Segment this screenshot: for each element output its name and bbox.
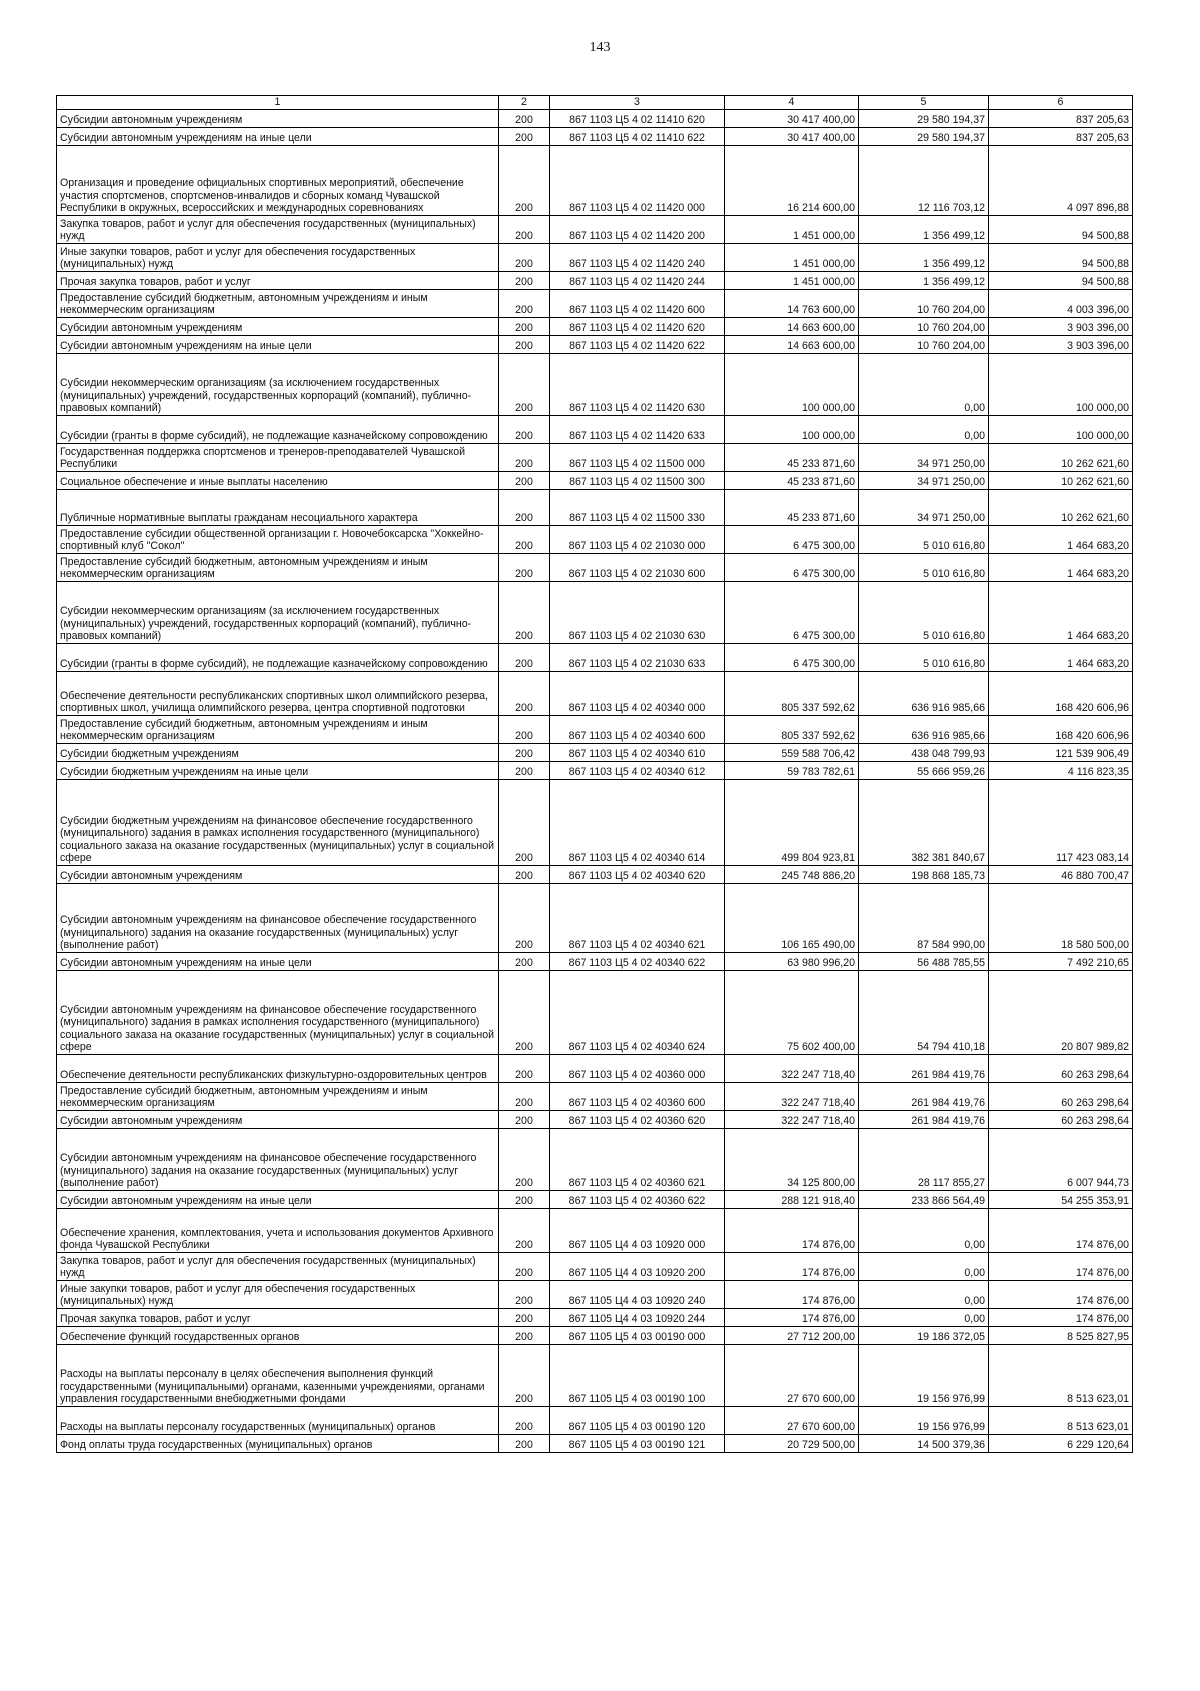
row-name: Субсидии (гранты в форме субсидий), не подлежащие казначейскому сопровождению bbox=[57, 416, 499, 444]
row-budget-code: 867 1103 Ц5 4 02 11420 600 bbox=[550, 290, 725, 318]
table-row bbox=[57, 866, 1133, 884]
table-row bbox=[57, 762, 1133, 780]
row-executed-amount: 12 116 703,12 bbox=[859, 146, 989, 216]
row-approved-amount: 14 763 600,00 bbox=[725, 290, 859, 318]
page-number: 143 bbox=[589, 40, 611, 55]
row-budget-code: 867 1103 Ц5 4 02 40340 621 bbox=[550, 884, 725, 953]
row-name: Субсидии (гранты в форме субсидий), не подлежащие казначейскому сопровождению bbox=[57, 644, 499, 672]
row-name: Предоставление субсидий бюджетным, автономным учреждениям и иным некоммерческим организациям bbox=[57, 554, 499, 582]
table-row bbox=[57, 216, 1133, 244]
row-approved-amount: 805 337 592,62 bbox=[725, 716, 859, 744]
table-row bbox=[57, 716, 1133, 744]
row-executed-amount: 1 356 499,12 bbox=[859, 244, 989, 272]
budget-execution-table bbox=[56, 95, 1133, 1453]
table-row bbox=[57, 1345, 1133, 1407]
column-header: 3 bbox=[550, 96, 725, 110]
row-budget-code: 867 1103 Ц5 4 02 40360 600 bbox=[550, 1083, 725, 1111]
row-executed-amount: 438 048 799,93 bbox=[859, 744, 989, 762]
row-name: Обеспечение деятельности республиканских физкультурно-оздоровительных центров bbox=[57, 1055, 499, 1083]
row-unexecuted-amount: 60 263 298,64 bbox=[989, 1083, 1133, 1111]
table-row bbox=[57, 146, 1133, 216]
row-approved-amount: 1 451 000,00 bbox=[725, 244, 859, 272]
row-name: Субсидии автономным учреждениям bbox=[57, 110, 499, 128]
row-approved-amount: 34 125 800,00 bbox=[725, 1129, 859, 1191]
row-unexecuted-amount: 8 525 827,95 bbox=[989, 1327, 1133, 1345]
row-budget-code: 867 1103 Ц5 4 02 40360 620 bbox=[550, 1111, 725, 1129]
row-executed-amount: 87 584 990,00 bbox=[859, 884, 989, 953]
row-admin-code: 200 bbox=[499, 780, 550, 866]
table-row bbox=[57, 1281, 1133, 1309]
row-approved-amount: 30 417 400,00 bbox=[725, 110, 859, 128]
row-unexecuted-amount: 3 903 396,00 bbox=[989, 318, 1133, 336]
row-unexecuted-amount: 1 464 683,20 bbox=[989, 644, 1133, 672]
column-header: 6 bbox=[989, 96, 1133, 110]
row-executed-amount: 5 010 616,80 bbox=[859, 526, 989, 554]
row-name: Обеспечение функций государственных органов bbox=[57, 1327, 499, 1345]
row-admin-code: 200 bbox=[499, 866, 550, 884]
table-row bbox=[57, 744, 1133, 762]
column-number-row bbox=[57, 96, 1133, 110]
row-name: Предоставление субсидий бюджетным, автономным учреждениям и иным некоммерческим организациям bbox=[57, 1083, 499, 1111]
row-admin-code: 200 bbox=[499, 526, 550, 554]
row-executed-amount: 1 356 499,12 bbox=[859, 216, 989, 244]
row-budget-code: 867 1103 Ц5 4 02 40360 621 bbox=[550, 1129, 725, 1191]
table-row bbox=[57, 290, 1133, 318]
row-name: Субсидии бюджетным учреждениям на иные цели bbox=[57, 762, 499, 780]
row-admin-code: 200 bbox=[499, 1327, 550, 1345]
row-executed-amount: 54 794 410,18 bbox=[859, 971, 989, 1055]
row-unexecuted-amount: 837 205,63 bbox=[989, 128, 1133, 146]
column-header: 4 bbox=[725, 96, 859, 110]
row-unexecuted-amount: 18 580 500,00 bbox=[989, 884, 1133, 953]
row-name: Субсидии бюджетным учреждениям на финансовое обеспечение государственного (муниципального) задания в рамках исполнения государственного (муниципального) социального заказа на оказание государственных (муниципальных) услуг в социальной сфере bbox=[57, 780, 499, 866]
row-name: Расходы на выплаты персоналу государственных (муниципальных) органов bbox=[57, 1407, 499, 1435]
table-row bbox=[57, 554, 1133, 582]
row-budget-code: 867 1105 Ц5 4 03 00190 120 bbox=[550, 1407, 725, 1435]
row-unexecuted-amount: 60 263 298,64 bbox=[989, 1055, 1133, 1083]
row-approved-amount: 27 670 600,00 bbox=[725, 1345, 859, 1407]
row-executed-amount: 261 984 419,76 bbox=[859, 1055, 989, 1083]
row-name: Прочая закупка товаров, работ и услуг bbox=[57, 272, 499, 290]
row-executed-amount: 10 760 204,00 bbox=[859, 318, 989, 336]
row-admin-code: 200 bbox=[499, 582, 550, 644]
row-unexecuted-amount: 4 097 896,88 bbox=[989, 146, 1133, 216]
row-budget-code: 867 1103 Ц5 4 02 21030 630 bbox=[550, 582, 725, 644]
row-approved-amount: 100 000,00 bbox=[725, 416, 859, 444]
row-name: Закупка товаров, работ и услуг для обеспечения государственных (муниципальных) нужд bbox=[57, 1253, 499, 1281]
row-budget-code: 867 1103 Ц5 4 02 11420 244 bbox=[550, 272, 725, 290]
row-executed-amount: 261 984 419,76 bbox=[859, 1083, 989, 1111]
row-executed-amount: 14 500 379,36 bbox=[859, 1435, 989, 1453]
row-executed-amount: 198 868 185,73 bbox=[859, 866, 989, 884]
table-row bbox=[57, 354, 1133, 416]
row-executed-amount: 29 580 194,37 bbox=[859, 110, 989, 128]
row-admin-code: 200 bbox=[499, 1055, 550, 1083]
row-approved-amount: 288 121 918,40 bbox=[725, 1191, 859, 1209]
row-unexecuted-amount: 1 464 683,20 bbox=[989, 582, 1133, 644]
table-row bbox=[57, 472, 1133, 490]
table-row bbox=[57, 1253, 1133, 1281]
table-body bbox=[57, 110, 1133, 1453]
row-budget-code: 867 1103 Ц5 4 02 11410 620 bbox=[550, 110, 725, 128]
row-executed-amount: 5 010 616,80 bbox=[859, 582, 989, 644]
table-row bbox=[57, 971, 1133, 1055]
row-name: Субсидии автономным учреждениям на финансовое обеспечение государственного (муниципального) задания на оказание государственных (муниципальных) услуг (выполнение работ) bbox=[57, 884, 499, 953]
row-unexecuted-amount: 100 000,00 bbox=[989, 416, 1133, 444]
row-unexecuted-amount: 168 420 606,96 bbox=[989, 672, 1133, 716]
row-approved-amount: 100 000,00 bbox=[725, 354, 859, 416]
row-admin-code: 200 bbox=[499, 672, 550, 716]
row-unexecuted-amount: 46 880 700,47 bbox=[989, 866, 1133, 884]
column-header: 2 bbox=[499, 96, 550, 110]
row-executed-amount: 5 010 616,80 bbox=[859, 644, 989, 672]
row-approved-amount: 322 247 718,40 bbox=[725, 1055, 859, 1083]
column-header: 1 bbox=[57, 96, 499, 110]
row-executed-amount: 233 866 564,49 bbox=[859, 1191, 989, 1209]
row-admin-code: 200 bbox=[499, 146, 550, 216]
row-executed-amount: 34 971 250,00 bbox=[859, 444, 989, 472]
row-approved-amount: 106 165 490,00 bbox=[725, 884, 859, 953]
row-budget-code: 867 1103 Ц5 4 02 21030 600 bbox=[550, 554, 725, 582]
table-row bbox=[57, 318, 1133, 336]
row-budget-code: 867 1105 Ц4 4 03 10920 240 bbox=[550, 1281, 725, 1309]
row-budget-code: 867 1103 Ц5 4 02 21030 633 bbox=[550, 644, 725, 672]
row-name: Субсидии автономным учреждениям на иные цели bbox=[57, 953, 499, 971]
row-name: Организация и проведение официальных спортивных мероприятий, обеспечение участия спортсменов, спортсменов-инвалидов и сборных команд Чувашской Республики в окружных, всероссийских и международных соревнованиях bbox=[57, 146, 499, 216]
table-row bbox=[57, 780, 1133, 866]
row-unexecuted-amount: 8 513 623,01 bbox=[989, 1345, 1133, 1407]
row-executed-amount: 636 916 985,66 bbox=[859, 716, 989, 744]
row-name: Публичные нормативные выплаты гражданам несоциального характера bbox=[57, 490, 499, 526]
table-row bbox=[57, 644, 1133, 672]
row-name: Субсидии автономным учреждениям bbox=[57, 1111, 499, 1129]
row-approved-amount: 1 451 000,00 bbox=[725, 216, 859, 244]
row-unexecuted-amount: 174 876,00 bbox=[989, 1209, 1133, 1253]
row-unexecuted-amount: 6 229 120,64 bbox=[989, 1435, 1133, 1453]
row-admin-code: 200 bbox=[499, 716, 550, 744]
row-approved-amount: 174 876,00 bbox=[725, 1309, 859, 1327]
row-executed-amount: 0,00 bbox=[859, 1309, 989, 1327]
row-approved-amount: 805 337 592,62 bbox=[725, 672, 859, 716]
row-approved-amount: 322 247 718,40 bbox=[725, 1083, 859, 1111]
row-unexecuted-amount: 10 262 621,60 bbox=[989, 490, 1133, 526]
row-approved-amount: 45 233 871,60 bbox=[725, 472, 859, 490]
row-unexecuted-amount: 100 000,00 bbox=[989, 354, 1133, 416]
table-row bbox=[57, 1209, 1133, 1253]
table-row bbox=[57, 1407, 1133, 1435]
row-unexecuted-amount: 3 903 396,00 bbox=[989, 336, 1133, 354]
row-admin-code: 200 bbox=[499, 1083, 550, 1111]
row-approved-amount: 174 876,00 bbox=[725, 1281, 859, 1309]
row-name: Фонд оплаты труда государственных (муниципальных) органов bbox=[57, 1435, 499, 1453]
row-admin-code: 200 bbox=[499, 216, 550, 244]
row-budget-code: 867 1103 Ц5 4 02 40340 610 bbox=[550, 744, 725, 762]
row-name: Субсидии автономным учреждениям на иные цели bbox=[57, 1191, 499, 1209]
row-unexecuted-amount: 20 807 989,82 bbox=[989, 971, 1133, 1055]
row-budget-code: 867 1103 Ц5 4 02 11420 000 bbox=[550, 146, 725, 216]
row-admin-code: 200 bbox=[499, 1253, 550, 1281]
row-budget-code: 867 1103 Ц5 4 02 11420 633 bbox=[550, 416, 725, 444]
row-unexecuted-amount: 4 003 396,00 bbox=[989, 290, 1133, 318]
table-row bbox=[57, 336, 1133, 354]
row-budget-code: 867 1103 Ц5 4 02 21030 000 bbox=[550, 526, 725, 554]
row-approved-amount: 6 475 300,00 bbox=[725, 644, 859, 672]
table-row bbox=[57, 672, 1133, 716]
row-approved-amount: 45 233 871,60 bbox=[725, 444, 859, 472]
row-budget-code: 867 1105 Ц5 4 03 00190 100 bbox=[550, 1345, 725, 1407]
row-admin-code: 200 bbox=[499, 128, 550, 146]
table-row bbox=[57, 1129, 1133, 1191]
row-executed-amount: 0,00 bbox=[859, 354, 989, 416]
row-name: Субсидии автономным учреждениям bbox=[57, 318, 499, 336]
row-budget-code: 867 1105 Ц4 4 03 10920 200 bbox=[550, 1253, 725, 1281]
row-budget-code: 867 1103 Ц5 4 02 11500 000 bbox=[550, 444, 725, 472]
row-admin-code: 200 bbox=[499, 1435, 550, 1453]
row-unexecuted-amount: 168 420 606,96 bbox=[989, 716, 1133, 744]
row-name: Субсидии автономным учреждениям bbox=[57, 866, 499, 884]
row-admin-code: 200 bbox=[499, 1191, 550, 1209]
row-unexecuted-amount: 174 876,00 bbox=[989, 1253, 1133, 1281]
row-unexecuted-amount: 1 464 683,20 bbox=[989, 526, 1133, 554]
row-budget-code: 867 1103 Ц5 4 02 11420 630 bbox=[550, 354, 725, 416]
table-row bbox=[57, 1055, 1133, 1083]
table-row bbox=[57, 1327, 1133, 1345]
row-budget-code: 867 1103 Ц5 4 02 40340 624 bbox=[550, 971, 725, 1055]
row-executed-amount: 261 984 419,76 bbox=[859, 1111, 989, 1129]
row-executed-amount: 382 381 840,67 bbox=[859, 780, 989, 866]
row-name: Иные закупки товаров, работ и услуг для обеспечения государственных (муниципальных) нужд bbox=[57, 244, 499, 272]
row-name: Субсидии некоммерческим организациям (за исключением государственных (муниципальных) учреждений, государственных корпораций (компаний), публично-правовых компаний) bbox=[57, 354, 499, 416]
row-budget-code: 867 1103 Ц5 4 02 11410 622 bbox=[550, 128, 725, 146]
row-approved-amount: 1 451 000,00 bbox=[725, 272, 859, 290]
table-row bbox=[57, 884, 1133, 953]
row-unexecuted-amount: 1 464 683,20 bbox=[989, 554, 1133, 582]
table-row bbox=[57, 444, 1133, 472]
table-row bbox=[57, 1191, 1133, 1209]
row-approved-amount: 27 670 600,00 bbox=[725, 1407, 859, 1435]
row-admin-code: 200 bbox=[499, 244, 550, 272]
row-approved-amount: 59 783 782,61 bbox=[725, 762, 859, 780]
row-name: Субсидии автономным учреждениям на финансовое обеспечение государственного (муниципального) задания на оказание государственных (муниципальных) услуг (выполнение работ) bbox=[57, 1129, 499, 1191]
row-admin-code: 200 bbox=[499, 354, 550, 416]
row-budget-code: 867 1103 Ц5 4 02 40340 620 bbox=[550, 866, 725, 884]
row-executed-amount: 34 971 250,00 bbox=[859, 472, 989, 490]
row-unexecuted-amount: 4 116 823,35 bbox=[989, 762, 1133, 780]
row-approved-amount: 499 804 923,81 bbox=[725, 780, 859, 866]
row-unexecuted-amount: 94 500,88 bbox=[989, 244, 1133, 272]
row-approved-amount: 27 712 200,00 bbox=[725, 1327, 859, 1345]
row-admin-code: 200 bbox=[499, 336, 550, 354]
row-name: Иные закупки товаров, работ и услуг для обеспечения государственных (муниципальных) нужд bbox=[57, 1281, 499, 1309]
row-unexecuted-amount: 7 492 210,65 bbox=[989, 953, 1133, 971]
row-executed-amount: 0,00 bbox=[859, 1253, 989, 1281]
table-row bbox=[57, 272, 1133, 290]
row-admin-code: 200 bbox=[499, 953, 550, 971]
row-executed-amount: 29 580 194,37 bbox=[859, 128, 989, 146]
row-approved-amount: 174 876,00 bbox=[725, 1209, 859, 1253]
row-approved-amount: 6 475 300,00 bbox=[725, 582, 859, 644]
row-budget-code: 867 1103 Ц5 4 02 11420 622 bbox=[550, 336, 725, 354]
row-executed-amount: 34 971 250,00 bbox=[859, 490, 989, 526]
row-admin-code: 200 bbox=[499, 1209, 550, 1253]
row-admin-code: 200 bbox=[499, 110, 550, 128]
row-approved-amount: 322 247 718,40 bbox=[725, 1111, 859, 1129]
row-budget-code: 867 1103 Ц5 4 02 40340 612 bbox=[550, 762, 725, 780]
row-executed-amount: 0,00 bbox=[859, 1281, 989, 1309]
row-budget-code: 867 1103 Ц5 4 02 11420 200 bbox=[550, 216, 725, 244]
row-name: Субсидии бюджетным учреждениям bbox=[57, 744, 499, 762]
row-budget-code: 867 1103 Ц5 4 02 40340 600 bbox=[550, 716, 725, 744]
row-unexecuted-amount: 8 513 623,01 bbox=[989, 1407, 1133, 1435]
row-unexecuted-amount: 6 007 944,73 bbox=[989, 1129, 1133, 1191]
row-unexecuted-amount: 60 263 298,64 bbox=[989, 1111, 1133, 1129]
row-budget-code: 867 1105 Ц5 4 03 00190 000 bbox=[550, 1327, 725, 1345]
column-header: 5 bbox=[859, 96, 989, 110]
row-name: Субсидии автономным учреждениям на иные цели bbox=[57, 336, 499, 354]
row-admin-code: 200 bbox=[499, 762, 550, 780]
table-row bbox=[57, 416, 1133, 444]
row-admin-code: 200 bbox=[499, 744, 550, 762]
table-row bbox=[57, 244, 1133, 272]
row-approved-amount: 20 729 500,00 bbox=[725, 1435, 859, 1453]
row-budget-code: 867 1105 Ц5 4 03 00190 121 bbox=[550, 1435, 725, 1453]
row-admin-code: 200 bbox=[499, 318, 550, 336]
table-row bbox=[57, 1435, 1133, 1453]
row-approved-amount: 63 980 996,20 bbox=[725, 953, 859, 971]
row-admin-code: 200 bbox=[499, 272, 550, 290]
row-unexecuted-amount: 837 205,63 bbox=[989, 110, 1133, 128]
row-admin-code: 200 bbox=[499, 472, 550, 490]
row-executed-amount: 0,00 bbox=[859, 416, 989, 444]
row-name: Социальное обеспечение и иные выплаты населению bbox=[57, 472, 499, 490]
row-budget-code: 867 1103 Ц5 4 02 40340 000 bbox=[550, 672, 725, 716]
row-executed-amount: 56 488 785,55 bbox=[859, 953, 989, 971]
row-budget-code: 867 1103 Ц5 4 02 11420 620 bbox=[550, 318, 725, 336]
table-row bbox=[57, 110, 1133, 128]
row-name: Предоставление субсидий бюджетным, автономным учреждениям и иным некоммерческим организациям bbox=[57, 290, 499, 318]
row-name: Государственная поддержка спортсменов и тренеров-преподавателей Чувашской Республики bbox=[57, 444, 499, 472]
row-executed-amount: 19 186 372,05 bbox=[859, 1327, 989, 1345]
row-budget-code: 867 1103 Ц5 4 02 40340 622 bbox=[550, 953, 725, 971]
row-executed-amount: 55 666 959,26 bbox=[859, 762, 989, 780]
row-budget-code: 867 1103 Ц5 4 02 40340 614 bbox=[550, 780, 725, 866]
row-approved-amount: 16 214 600,00 bbox=[725, 146, 859, 216]
row-unexecuted-amount: 121 539 906,49 bbox=[989, 744, 1133, 762]
row-executed-amount: 5 010 616,80 bbox=[859, 554, 989, 582]
row-unexecuted-amount: 10 262 621,60 bbox=[989, 444, 1133, 472]
row-admin-code: 200 bbox=[499, 644, 550, 672]
row-unexecuted-amount: 10 262 621,60 bbox=[989, 472, 1133, 490]
row-admin-code: 200 bbox=[499, 490, 550, 526]
row-admin-code: 200 bbox=[499, 290, 550, 318]
row-budget-code: 867 1105 Ц4 4 03 10920 244 bbox=[550, 1309, 725, 1327]
row-executed-amount: 19 156 976,99 bbox=[859, 1345, 989, 1407]
row-approved-amount: 14 663 600,00 bbox=[725, 318, 859, 336]
row-executed-amount: 636 916 985,66 bbox=[859, 672, 989, 716]
row-approved-amount: 14 663 600,00 bbox=[725, 336, 859, 354]
row-budget-code: 867 1103 Ц5 4 02 11500 300 bbox=[550, 472, 725, 490]
row-unexecuted-amount: 94 500,88 bbox=[989, 272, 1133, 290]
row-approved-amount: 6 475 300,00 bbox=[725, 526, 859, 554]
row-admin-code: 200 bbox=[499, 416, 550, 444]
row-approved-amount: 6 475 300,00 bbox=[725, 554, 859, 582]
row-admin-code: 200 bbox=[499, 1111, 550, 1129]
row-approved-amount: 174 876,00 bbox=[725, 1253, 859, 1281]
row-budget-code: 867 1103 Ц5 4 02 40360 622 bbox=[550, 1191, 725, 1209]
row-name: Предоставление субсидий бюджетным, автономным учреждениям и иным некоммерческим организациям bbox=[57, 716, 499, 744]
row-budget-code: 867 1103 Ц5 4 02 11500 330 bbox=[550, 490, 725, 526]
table-row bbox=[57, 1083, 1133, 1111]
row-executed-amount: 0,00 bbox=[859, 1209, 989, 1253]
row-name: Предоставление субсидии общественной организации г. Новочебоксарска "Хоккейно-спортивный клуб "Сокол" bbox=[57, 526, 499, 554]
row-name: Обеспечение хранения, комплектования, учета и использования документов Архивного фонда Чувашской Республики bbox=[57, 1209, 499, 1253]
row-admin-code: 200 bbox=[499, 554, 550, 582]
table-row bbox=[57, 490, 1133, 526]
row-approved-amount: 45 233 871,60 bbox=[725, 490, 859, 526]
row-admin-code: 200 bbox=[499, 1129, 550, 1191]
row-name: Субсидии автономным учреждениям на финансовое обеспечение государственного (муниципального) задания в рамках исполнения государственного (муниципального) социального заказа на оказание государственных (муниципальных) услуг в социальной сфере bbox=[57, 971, 499, 1055]
row-approved-amount: 245 748 886,20 bbox=[725, 866, 859, 884]
row-approved-amount: 75 602 400,00 bbox=[725, 971, 859, 1055]
row-admin-code: 200 bbox=[499, 444, 550, 472]
row-admin-code: 200 bbox=[499, 971, 550, 1055]
row-unexecuted-amount: 94 500,88 bbox=[989, 216, 1133, 244]
row-unexecuted-amount: 117 423 083,14 bbox=[989, 780, 1133, 866]
row-admin-code: 200 bbox=[499, 1281, 550, 1309]
row-name: Субсидии автономным учреждениям на иные цели bbox=[57, 128, 499, 146]
row-executed-amount: 10 760 204,00 bbox=[859, 290, 989, 318]
row-unexecuted-amount: 174 876,00 bbox=[989, 1309, 1133, 1327]
row-unexecuted-amount: 54 255 353,91 bbox=[989, 1191, 1133, 1209]
table-row bbox=[57, 953, 1133, 971]
table-row bbox=[57, 128, 1133, 146]
row-name: Расходы на выплаты персоналу в целях обеспечения выполнения функций государственными (муниципальными) органами, казенными учреждениями, органами управления государственными внебюджетными фондами bbox=[57, 1345, 499, 1407]
table-row bbox=[57, 1309, 1133, 1327]
row-admin-code: 200 bbox=[499, 1407, 550, 1435]
row-executed-amount: 28 117 855,27 bbox=[859, 1129, 989, 1191]
row-executed-amount: 19 156 976,99 bbox=[859, 1407, 989, 1435]
row-name: Прочая закупка товаров, работ и услуг bbox=[57, 1309, 499, 1327]
row-name: Субсидии некоммерческим организациям (за исключением государственных (муниципальных) учреждений, государственных корпораций (компаний), публично-правовых компаний) bbox=[57, 582, 499, 644]
row-unexecuted-amount: 174 876,00 bbox=[989, 1281, 1133, 1309]
row-name: Обеспечение деятельности республиканских спортивных школ олимпийского резерва, спортивных школ, училища олимпийского резерва, центра спортивной подготовки bbox=[57, 672, 499, 716]
row-budget-code: 867 1103 Ц5 4 02 40360 000 bbox=[550, 1055, 725, 1083]
row-budget-code: 867 1105 Ц4 4 03 10920 000 bbox=[550, 1209, 725, 1253]
row-admin-code: 200 bbox=[499, 1309, 550, 1327]
row-executed-amount: 10 760 204,00 bbox=[859, 336, 989, 354]
row-name: Закупка товаров, работ и услуг для обеспечения государственных (муниципальных) нужд bbox=[57, 216, 499, 244]
row-admin-code: 200 bbox=[499, 1345, 550, 1407]
table-row bbox=[57, 582, 1133, 644]
table-row bbox=[57, 1111, 1133, 1129]
row-approved-amount: 30 417 400,00 bbox=[725, 128, 859, 146]
table-row bbox=[57, 526, 1133, 554]
row-executed-amount: 1 356 499,12 bbox=[859, 272, 989, 290]
row-approved-amount: 559 588 706,42 bbox=[725, 744, 859, 762]
row-admin-code: 200 bbox=[499, 884, 550, 953]
row-budget-code: 867 1103 Ц5 4 02 11420 240 bbox=[550, 244, 725, 272]
